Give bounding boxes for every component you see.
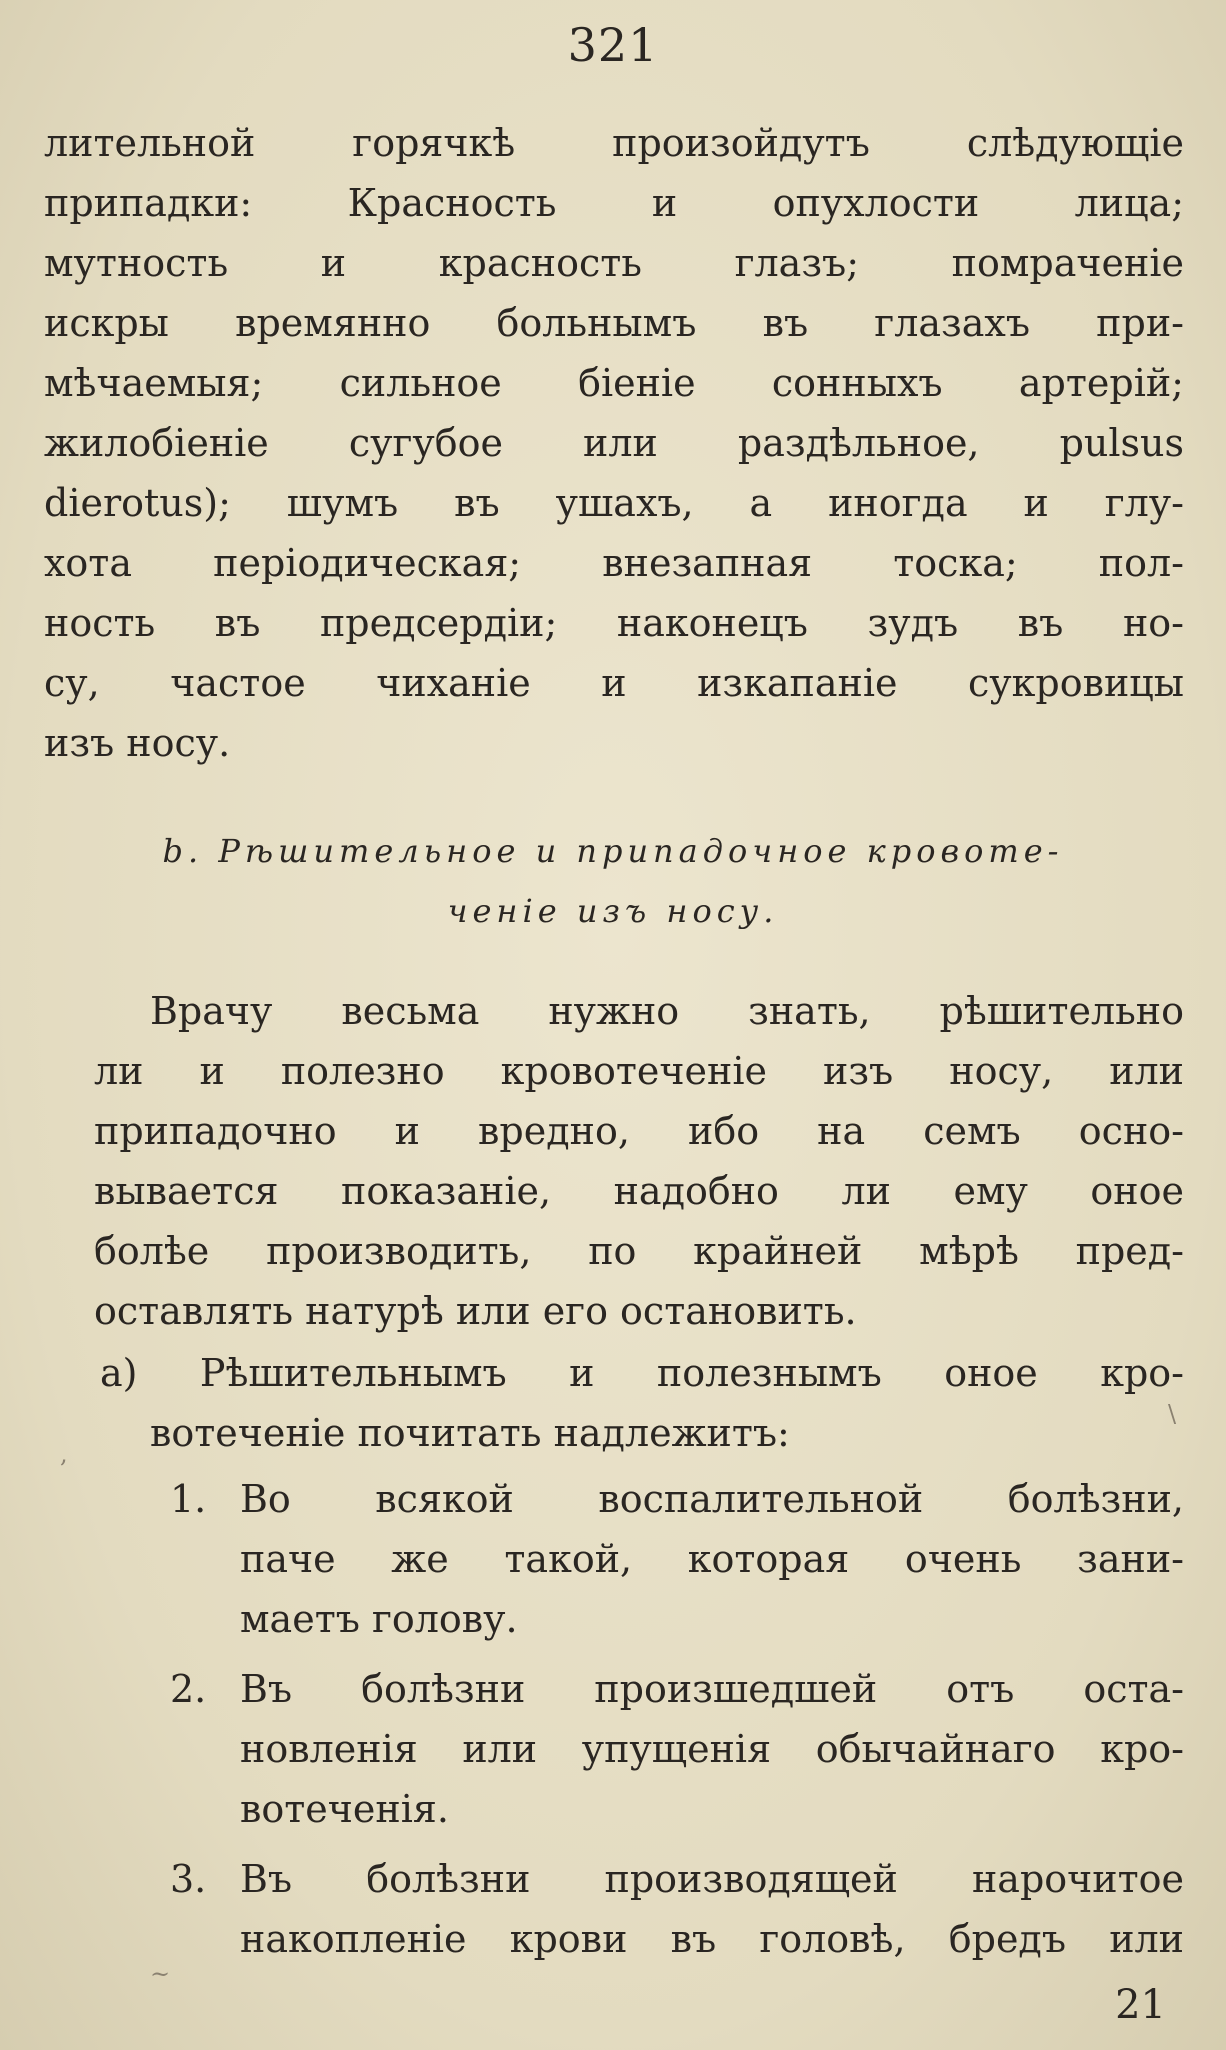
- text-line: мутность и красность глазъ; помраченіе: [44, 241, 1184, 285]
- list-item-text: маетъ голову.: [240, 1597, 518, 1641]
- text-line: оставлять натурѣ или его остановить.: [94, 1289, 857, 1333]
- paper-speck: ,: [60, 1440, 68, 1468]
- list-number: 3.: [170, 1857, 207, 1901]
- list-item-a-cont: вотеченіе почитать надлежитъ:: [150, 1411, 790, 1455]
- list-number: 2.: [170, 1667, 207, 1711]
- text-line: хота періодическая; внезапная тоска; пол-: [44, 541, 1184, 585]
- list-item-text: паче же такой, которая очень зани-: [240, 1537, 1184, 1581]
- section-heading-cont: ченіе изъ носу.: [447, 892, 779, 930]
- text-line: изъ носу.: [44, 721, 231, 765]
- list-item-a: а) Рѣшительнымъ и полезнымъ оное кро-: [100, 1351, 1184, 1395]
- list-item-text: Въ болѣзни производящей нарочитое: [240, 1857, 1184, 1901]
- text-line: припадки: Красность и опухлости лица;: [44, 181, 1184, 225]
- text-line: мѣчаемыя; сильное біеніе сонныхъ артерій;: [44, 361, 1184, 405]
- text-line: Врачу весьма нужно знать, рѣшительно: [150, 989, 1184, 1033]
- text-line: лительной горячкѣ произойдутъ слѣдующіе: [44, 121, 1184, 165]
- text-line: жилобіеніе сугубое или раздѣльное, pulsus: [44, 421, 1184, 465]
- text-line: вывается показаніе, надобно ли ему оное: [94, 1169, 1184, 1213]
- list-number: 1.: [170, 1477, 207, 1521]
- section-heading: b. Рѣшительное и припадочное кровоте-: [162, 832, 1064, 870]
- text-line: искры времянно больнымъ въ глазахъ при-: [44, 301, 1184, 345]
- list-item-text: Въ болѣзни произшедшей отъ оста-: [240, 1667, 1184, 1711]
- list-item-text: накопленіе крови въ головѣ, бредъ или: [240, 1917, 1184, 1961]
- paper-speck: \: [1168, 1400, 1177, 1428]
- list-item-text: Во всякой воспалительной болѣзни,: [240, 1477, 1184, 1521]
- page-number: 321: [567, 18, 659, 72]
- list-item-text: новленія или упущенія обычайнаго кро-: [240, 1727, 1184, 1771]
- signature-mark: 21: [1115, 1982, 1166, 2028]
- text-line: ность въ предсердіи; наконецъ зудъ въ но-: [44, 601, 1184, 645]
- text-line: dierotus); шумъ въ ушахъ, а иногда и глу-: [44, 481, 1184, 525]
- paper-speck: ~: [150, 1960, 171, 1988]
- text-line: болѣе производить, по крайней мѣрѣ пред-: [94, 1229, 1184, 1273]
- text-line: ли и полезно кровотеченіе изъ носу, или: [94, 1049, 1184, 1093]
- text-line: су, частое чиханіе и изкапаніе сукровицы: [44, 661, 1184, 705]
- text-line: припадочно и вредно, ибо на семъ осно-: [94, 1109, 1184, 1153]
- list-item-text: вотеченія.: [240, 1787, 449, 1831]
